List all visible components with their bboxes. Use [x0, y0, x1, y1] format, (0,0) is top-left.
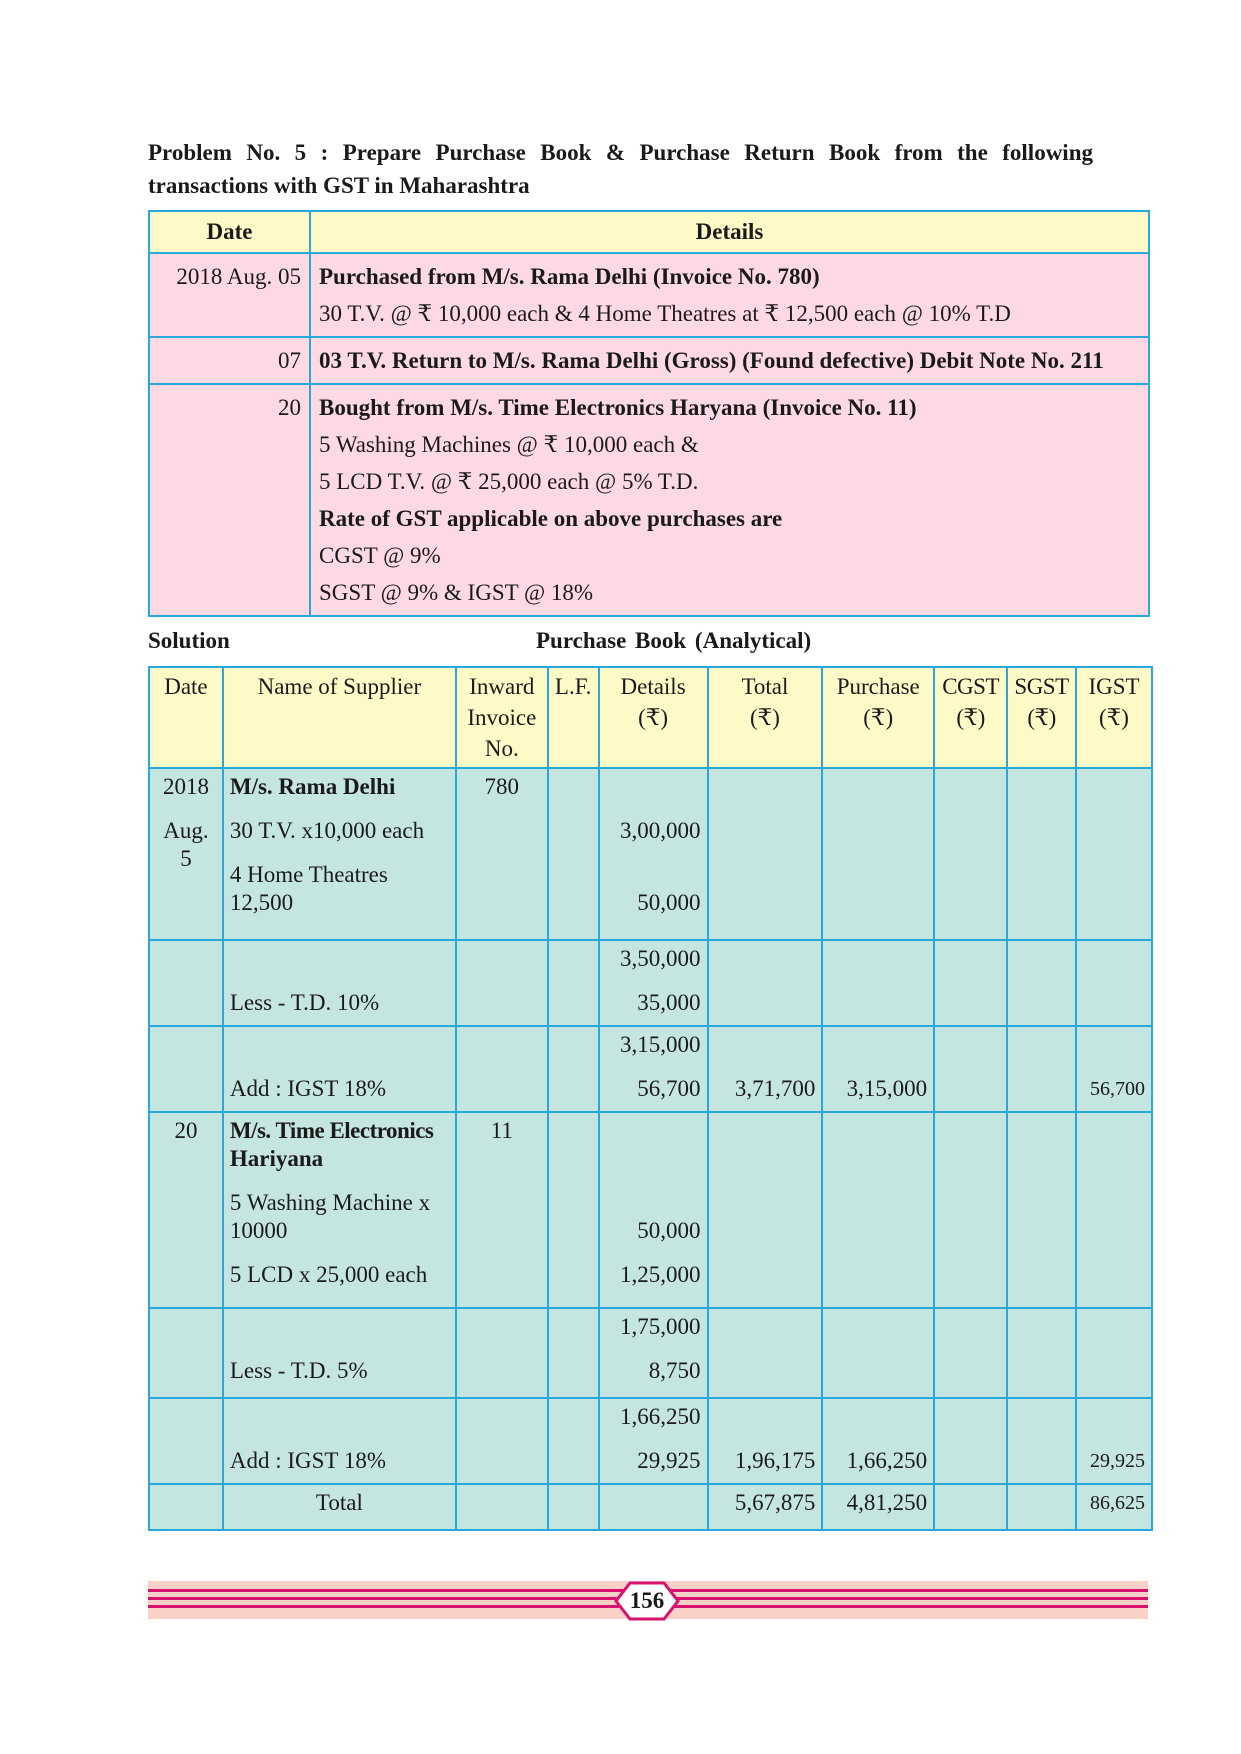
cell-cgst — [934, 1398, 1007, 1484]
col-unit: (₹) — [1027, 705, 1056, 730]
amount: 50,000 — [637, 890, 701, 915]
cell-purchase — [822, 1398, 934, 1484]
problem-line-2: transactions with GST in Maharashtra — [148, 173, 530, 198]
amount: 29,925 — [1090, 1450, 1145, 1472]
detail-line: 5 LCD T.V. @ ₹ 25,000 each @ 5% T.D. — [319, 469, 699, 494]
amount: 3,15,000 — [846, 1076, 928, 1101]
supplier-name: M/s. Rama Delhi — [229, 774, 396, 799]
cell-date: 20 — [149, 1112, 223, 1308]
cell-sgst — [1007, 1026, 1076, 1112]
cell-igst — [1076, 1026, 1152, 1112]
total-row — [149, 1484, 1152, 1530]
subtotal: 3,50,000 — [620, 946, 701, 971]
row-label: Add : IGST 18% — [229, 1076, 386, 1101]
cell-cgst — [934, 1484, 1007, 1530]
cell-lf — [548, 1308, 599, 1398]
cell-lf — [548, 1484, 599, 1530]
subtotal: 1,66,250 — [620, 1404, 701, 1429]
col-invoice-line: Inward — [469, 674, 535, 699]
cell-purchase — [822, 768, 934, 940]
amount: 1,66,250 — [846, 1448, 928, 1473]
cell-invoice: 11 — [456, 1112, 548, 1308]
col-invoice — [456, 667, 548, 768]
cell-lf — [548, 1112, 599, 1308]
cell-purchase — [822, 1308, 934, 1398]
col-cgst — [934, 667, 1007, 768]
item-line: 10000 — [229, 1218, 288, 1243]
cell-details — [599, 1484, 708, 1530]
row-date: 07 — [149, 337, 310, 384]
detail-line: 30 T.V. @ ₹ 10,000 each & 4 Home Theatres at ₹ 12,500 each @ 10% T.D — [319, 301, 1011, 326]
detail-line: Purchased from M/s. Rama Delhi (Invoice No. 780) — [319, 264, 820, 289]
amount: 35,000 — [637, 990, 701, 1015]
col-label: SGST — [1014, 674, 1069, 699]
purchase-book-title: Purchase Book (Analytical) — [536, 628, 812, 653]
amount: 50,000 — [637, 1218, 701, 1243]
cell-lf — [548, 1398, 599, 1484]
col-supplier: Name of Supplier — [223, 667, 456, 768]
detail-line: 5 Washing Machines @ ₹ 10,000 each & — [319, 432, 699, 457]
amount: 8,750 — [648, 1358, 701, 1383]
cell-invoice — [456, 1398, 548, 1484]
col-unit: (₹) — [638, 705, 669, 730]
col-label: Purchase — [836, 674, 920, 699]
cell-invoice — [456, 1308, 548, 1398]
table-row — [149, 253, 1149, 337]
col-unit: (₹) — [863, 705, 894, 730]
detail-line: Bought from M/s. Time Electronics Haryana (Invoice No. 11) — [319, 395, 917, 420]
cell-details — [599, 1308, 708, 1398]
table-row — [149, 384, 1149, 616]
solution-label: Solution — [148, 628, 230, 653]
cell-date — [149, 768, 223, 940]
cell-invoice — [456, 1484, 548, 1530]
cell-cgst — [934, 1026, 1007, 1112]
col-purchase — [822, 667, 934, 768]
cell-date — [149, 1026, 223, 1112]
amount: 56,700 — [1090, 1078, 1145, 1100]
cell-supplier — [223, 1398, 456, 1484]
date-year: 2018 — [162, 774, 209, 799]
purchase-book-table — [148, 666, 1153, 1531]
row-label: Less - T.D. 5% — [229, 1358, 368, 1383]
row-date: 20 — [149, 384, 310, 616]
amount: 1,25,000 — [620, 1262, 701, 1287]
date-day: 5 — [180, 846, 192, 871]
col-igst — [1076, 667, 1152, 768]
cell-supplier — [223, 768, 456, 940]
cell-sgst — [1007, 1112, 1076, 1308]
cell-lf — [548, 940, 599, 1026]
amount: 56,700 — [637, 1076, 701, 1101]
cell-purchase — [822, 1026, 934, 1112]
amount: 3,71,700 — [734, 1076, 816, 1101]
cell-sgst — [1007, 1308, 1076, 1398]
grand-purchase: 4,81,250 — [822, 1484, 934, 1530]
col-sgst — [1007, 667, 1076, 768]
col-details — [599, 667, 708, 768]
row-label: Add : IGST 18% — [229, 1448, 386, 1473]
detail-line: CGST @ 9% — [319, 543, 441, 568]
cell-igst — [1076, 940, 1152, 1026]
amount: 3,00,000 — [620, 818, 701, 843]
subtotal: 1,75,000 — [620, 1314, 701, 1339]
cell-invoice — [456, 1026, 548, 1112]
cell-supplier — [223, 1308, 456, 1398]
cell-igst — [1076, 1308, 1152, 1398]
col-label: CGST — [942, 674, 1000, 699]
date-month: Aug. — [163, 818, 209, 843]
item-line: 5 Washing Machine x — [229, 1190, 431, 1215]
supplier-name: M/s. Time Electronics — [229, 1118, 434, 1143]
cell-total — [708, 1026, 823, 1112]
cell-lf — [548, 768, 599, 940]
cell-igst — [1076, 1112, 1152, 1308]
cell-total — [708, 1398, 823, 1484]
amount: 29,925 — [637, 1448, 701, 1473]
cell-total — [708, 1308, 823, 1398]
col-unit: (₹) — [1099, 705, 1129, 730]
row-date: 2018 Aug. 05 — [149, 253, 310, 337]
detail-line: 03 T.V. Return to M/s. Rama Delhi (Gross) (Found defective) Debit Note No. 211 — [319, 348, 1104, 373]
cell-details — [599, 1398, 708, 1484]
row-label: Less - T.D. 10% — [229, 990, 380, 1015]
cell-sgst — [1007, 1398, 1076, 1484]
item-line: 5 LCD x 25,000 each — [229, 1262, 428, 1287]
col-label: Details — [620, 674, 686, 699]
page-number: 156 — [629, 1588, 665, 1613]
detail-line: Rate of GST applicable on above purchases are — [319, 506, 783, 531]
cell-sgst — [1007, 768, 1076, 940]
cell-total — [708, 1112, 823, 1308]
table-row — [149, 1026, 1152, 1112]
header-row — [149, 667, 1152, 768]
cell-igst — [1076, 1398, 1152, 1484]
cell-cgst — [934, 1308, 1007, 1398]
cell-total — [708, 940, 823, 1026]
cell-lf — [548, 1026, 599, 1112]
col-unit: (₹) — [749, 705, 780, 730]
cell-cgst — [934, 1112, 1007, 1308]
grand-total: 5,67,875 — [708, 1484, 823, 1530]
cell-purchase — [822, 1112, 934, 1308]
col-unit: (₹) — [956, 705, 985, 730]
col-total — [708, 667, 823, 768]
col-invoice-line: No. — [484, 736, 519, 761]
item-line: 12,500 — [229, 890, 294, 915]
cell-invoice — [456, 940, 548, 1026]
cell-supplier — [223, 1112, 456, 1308]
cell-supplier — [223, 940, 456, 1026]
cell-date — [149, 940, 223, 1026]
amount: 1,96,175 — [734, 1448, 816, 1473]
problem-table — [148, 210, 1150, 617]
problem-line-1: Problem No. 5 : Prepare Purchase Book & Purchase Return Book from the following — [148, 140, 1093, 165]
cell-supplier — [223, 1026, 456, 1112]
cell-purchase — [822, 940, 934, 1026]
item-line: 30 T.V. x10,000 each — [229, 818, 425, 843]
col-date: Date — [149, 667, 223, 768]
row-details — [310, 253, 1149, 337]
supplier-name: Hariyana — [229, 1146, 324, 1171]
subtotal: 3,15,000 — [620, 1032, 701, 1057]
col-label: Total — [741, 674, 789, 699]
header-date: Date — [149, 211, 310, 253]
table-row — [149, 337, 1149, 384]
table-row — [149, 1112, 1152, 1308]
header-details: Details — [310, 211, 1149, 253]
cell-cgst — [934, 940, 1007, 1026]
cell-details — [599, 768, 708, 940]
row-details — [310, 337, 1149, 384]
detail-line: SGST @ 9% & IGST @ 18% — [319, 580, 594, 605]
page-number-badge — [612, 1581, 682, 1621]
cell-date — [149, 1308, 223, 1398]
total-label: Total — [223, 1484, 456, 1530]
cell-date — [149, 1398, 223, 1484]
col-lf: L.F. — [548, 667, 599, 768]
item-line: 4 Home Theatres — [229, 862, 388, 887]
cell-details — [599, 1112, 708, 1308]
table-row — [149, 768, 1152, 940]
problem-statement — [148, 136, 1093, 202]
col-invoice-line: Invoice — [467, 705, 537, 730]
table-row — [149, 1398, 1152, 1484]
cell-sgst — [1007, 940, 1076, 1026]
grand-igst: 86,625 — [1076, 1484, 1152, 1530]
table-row — [149, 1308, 1152, 1398]
cell-details — [599, 940, 708, 1026]
cell-cgst — [934, 768, 1007, 940]
cell-sgst — [1007, 1484, 1076, 1530]
cell-invoice: 780 — [456, 768, 548, 940]
cell-total — [708, 768, 823, 940]
row-details — [310, 384, 1149, 616]
col-label: IGST — [1088, 674, 1140, 699]
cell-details — [599, 1026, 708, 1112]
cell-igst — [1076, 768, 1152, 940]
table-row — [149, 940, 1152, 1026]
cell-date — [149, 1484, 223, 1530]
